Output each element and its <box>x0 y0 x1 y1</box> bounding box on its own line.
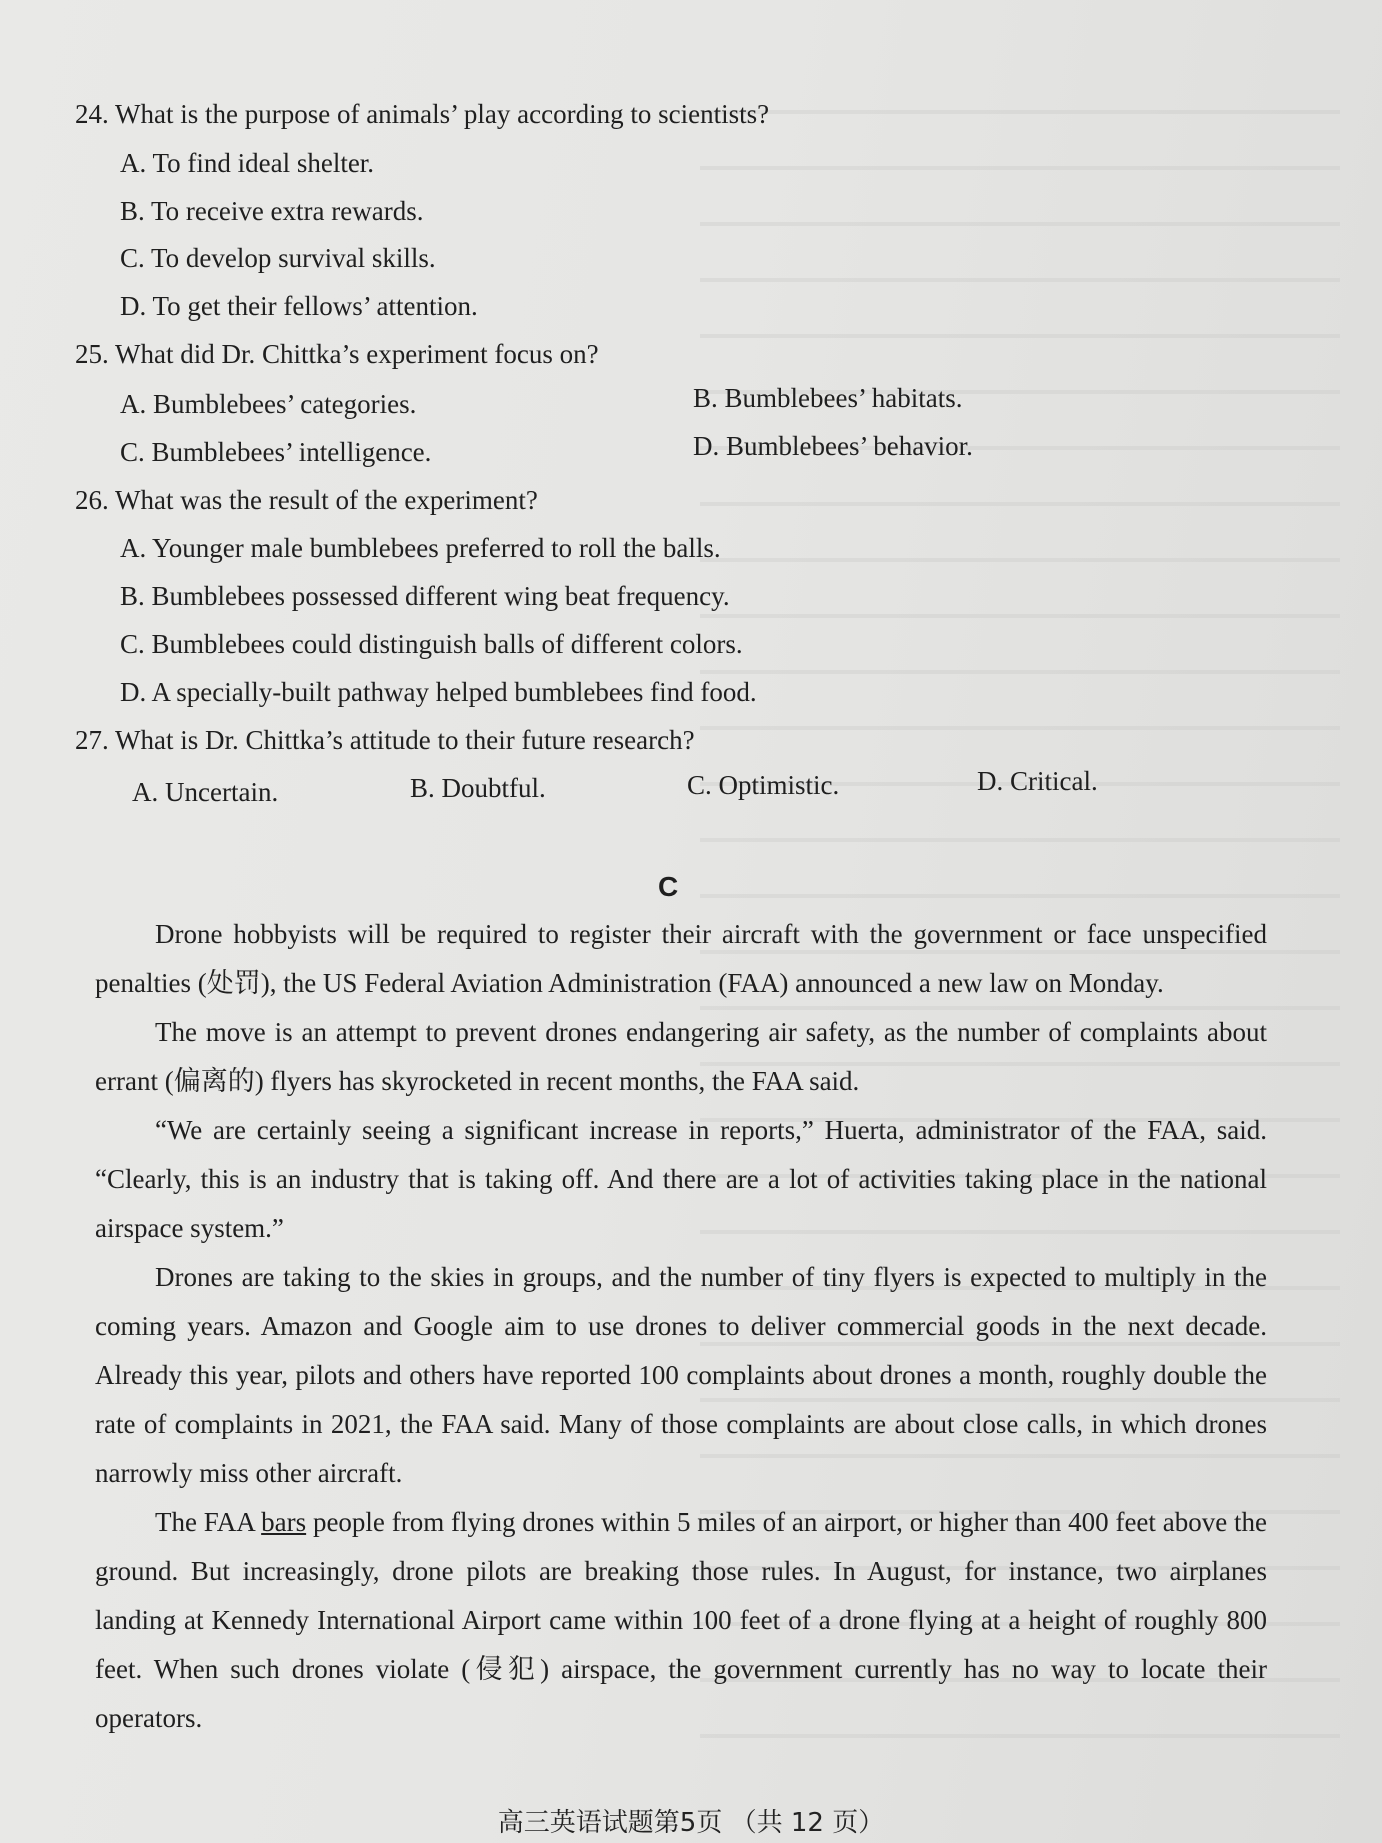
question-26-option-d: D. A specially-built pathway helped bumblebees find food. <box>120 677 757 707</box>
passage-paragraph: The move is an attempt to prevent drones endangering air safety, as the number of complaints about errant (偏离的) flyers has skyrocketed in recent months, the FAA said. <box>95 1017 1267 1096</box>
question-24-option-b: B. To receive extra rewards. <box>120 196 424 226</box>
underlined-word: bars <box>261 1507 307 1537</box>
passage-paragraph: “We are certainly seeing a significant increase in reports,” Huerta, administrator of the FAA, said. “Clearly, this is an industry that is taking off. And there are a lot of activities taking place in the national airspace system.” <box>95 1115 1267 1243</box>
question-26-option-a: A. Younger male bumblebees preferred to roll the balls. <box>120 533 721 563</box>
question-27-stem: 27. What is Dr. Chittka’s attitude to their future research? <box>75 725 695 755</box>
question-25-stem: 25. What did Dr. Chittka’s experiment focus on? <box>75 339 599 369</box>
page-footer: 高三英语试题第5页 （共 12 页） <box>497 1808 885 1838</box>
question-25-option-c: C. Bumblebees’ intelligence. <box>120 437 432 467</box>
passage-text: The FAA <box>155 1507 262 1537</box>
question-26-option-b: B. Bumblebees possessed different wing beat frequency. <box>120 581 730 611</box>
passage-paragraph-last <box>95 1498 1267 1743</box>
section-heading: C <box>658 871 679 902</box>
question-24-stem: 24. What is the purpose of animals’ play according to scientists? <box>75 99 770 129</box>
question-25-option-d: D. Bumblebees’ behavior. <box>693 431 973 461</box>
question-25-option-a: A. Bumblebees’ categories. <box>120 389 417 419</box>
question-26-stem: 26. What was the result of the experiment? <box>75 485 538 515</box>
passage-text: people from flying drones within 5 miles of an airport, or higher than 400 feet above the ground. But increasingly, drone pilots are breaking those rules. In August, for instance, two airplanes landing at Kennedy International Airport came within 100 feet of a drone flying at a height of roughly 800 feet. When such drones violate (侵犯) airspace, the government currently has no way to locate their operators. <box>95 1507 1267 1733</box>
question-24-option-c: C. To develop survival skills. <box>120 243 436 273</box>
passage-paragraph: Drones are taking to the skies in groups, and the number of tiny flyers is expected to multiply in the coming years. Amazon and Google aim to use drones to deliver commercial goods in the next decade. Already this year, pilots and others have reported 100 complaints about drones a month, roughly double the rate of complaints in 2021, the FAA said. Many of those complaints are about close calls, in which drones narrowly miss other aircraft. <box>95 1262 1267 1488</box>
question-27-option-d: D. Critical. <box>977 766 1098 796</box>
question-25-option-b: B. Bumblebees’ habitats. <box>693 383 963 413</box>
question-27-option-a: A. Uncertain. <box>132 777 279 807</box>
reading-passage <box>95 910 1267 1743</box>
question-27-option-c: C. Optimistic. <box>687 770 840 800</box>
question-24-option-a: A. To find ideal shelter. <box>120 148 375 178</box>
passage-paragraph: Drone hobbyists will be required to register their aircraft with the government or face unspecified penalties (处罚), the US Federal Aviation Administration (FAA) announced a new law on Monday. <box>95 919 1267 998</box>
question-27-option-b: B. Doubtful. <box>410 773 546 803</box>
question-26-option-c: C. Bumblebees could distinguish balls of different colors. <box>120 629 743 659</box>
question-24-option-d: D. To get their fellows’ attention. <box>120 291 478 321</box>
